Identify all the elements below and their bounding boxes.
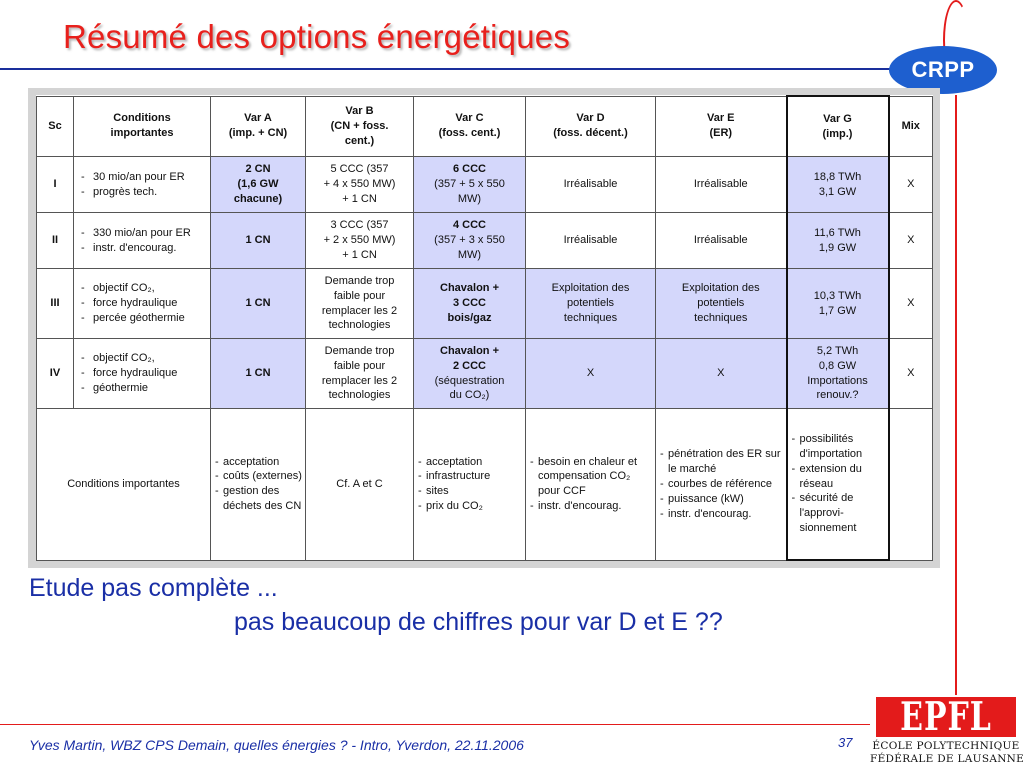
slide-title: Résumé des options énergétiques [63,18,571,55]
table-row-iii [37,269,933,339]
cell-var-c: Chavalon + 3 CCC bois/gaz [414,269,526,339]
epfl-mark: EPFL [876,697,1016,737]
note-line-2: pas beaucoup de chiffres pour var D et E ?? [234,608,723,636]
cell-var-e: Irréalisable [656,157,787,213]
cell-mix-conditions [889,409,933,561]
cell-var-b: 5 CCC (357 + 4 x 550 MW) + 1 CN [306,157,414,213]
cell-var-b: Demande trop faible pour remplacer les 2 technologies [306,339,414,409]
cell-var-b: Demande trop faible pour remplacer les 2 technologies [306,269,414,339]
cell-var-d: X [526,339,656,409]
crpp-logo [889,46,997,94]
header-mix: Mix [889,96,933,157]
cell-conditions: - objectif CO₂, - force hydraulique - percée géothermie [74,269,211,339]
header-conditions: Conditions importantes [74,96,211,157]
cell-var-e: Irréalisable [656,213,787,269]
cell-var-a: 1 CN [211,213,306,269]
cell-conditions: - 330 mio/an pour ER - instr. d'encourag. [74,213,211,269]
header-var-d: Var D (foss. décent.) [526,96,656,157]
table-row-conditions [37,409,933,561]
cell-var-d: Exploitation des potentiels techniques [526,269,656,339]
table-header-row [37,96,933,157]
cell-var-a: 1 CN [211,269,306,339]
table-row-i [37,157,933,213]
cell-var-c: 6 CCC (357 + 5 x 550 MW) [414,157,526,213]
cell-mix: X [889,157,933,213]
cell-var-d: Irréalisable [526,157,656,213]
footer-rule [0,724,870,725]
cell-var-b-conditions: Cf. A et C [306,409,414,561]
header-var-g: Var G (imp.) [787,96,889,157]
cell-var-c-conditions: - acceptation - infrastructure - sites - prix du CO₂ [414,409,526,561]
cell-var-a: 2 CN (1,6 GW chacune) [211,157,306,213]
cell-var-g-conditions: - possibilités d'importation - extension du réseau - sécurité de l'approvi-sionnement [787,409,889,561]
cell-var-g: 10,3 TWh 1,7 GW [787,269,889,339]
cell-mix: X [889,339,933,409]
cell-var-g: 18,8 TWh 3,1 GW [787,157,889,213]
header-var-a: Var A (imp. + CN) [211,96,306,157]
cell-sc: II [37,213,74,269]
header-var-b: Var B (CN + foss. cent.) [306,96,414,157]
header-var-c: Var C (foss. cent.) [414,96,526,157]
cell-var-c: 4 CCC (357 + 3 x 550 MW) [414,213,526,269]
cell-var-g: 5,2 TWh 0,8 GW Importations renouv.? [787,339,889,409]
table-row-ii [37,213,933,269]
title-rule [0,68,905,70]
cell-var-b: 3 CCC (357 + 2 x 550 MW) + 1 CN [306,213,414,269]
energy-options-table [36,95,933,561]
cell-var-e-conditions: - pénétration des ER sur le marché - courbes de référence - puissance (kW) - instr. d'encourag. [656,409,787,561]
epfl-line-1: ÉCOLE POLYTECHNIQUE [872,740,1020,752]
header-sc: Sc [37,96,74,157]
cell-var-c: Chavalon + 2 CCC (séquestration du CO₂) [414,339,526,409]
cell-mix: X [889,213,933,269]
note-line-1: Etude pas complète ... [29,574,278,602]
red-vertical-rule [955,95,957,695]
cell-sc: III [37,269,74,339]
cell-conditions-label: Conditions importantes [37,409,211,561]
cell-var-d: Irréalisable [526,213,656,269]
cell-sc: I [37,157,74,213]
cell-conditions: - 30 mio/an pour ER - progrès tech. [74,157,211,213]
epfl-logo [870,694,1024,768]
table-row-iv [37,339,933,409]
cell-sc: IV [37,339,74,409]
cell-var-e: X [656,339,787,409]
cell-var-g: 11,6 TWh 1,9 GW [787,213,889,269]
page-number: 37 [838,735,853,750]
cell-var-a-conditions: - acceptation - coûts (externes) - gestion des déchets des CN [211,409,306,561]
table-frame [28,88,940,568]
footer-text: Yves Martin, WBZ CPS Demain, quelles énergies ? - Intro, Yverdon, 22.11.2006 [29,737,524,753]
header-var-e: Var E (ER) [656,96,787,157]
cell-var-d-conditions: - besoin en chaleur et compensation CO₂ pour CCF - instr. d'encourag. [526,409,656,561]
crpp-logo-text: CRPP [911,57,975,82]
epfl-line-2: FÉDÉRALE DE LAUSANNE [870,753,1024,765]
cell-mix: X [889,269,933,339]
cell-conditions: - objectif CO₂, - force hydraulique - géothermie [74,339,211,409]
cell-var-a: 1 CN [211,339,306,409]
cell-var-e: Exploitation des potentiels techniques [656,269,787,339]
